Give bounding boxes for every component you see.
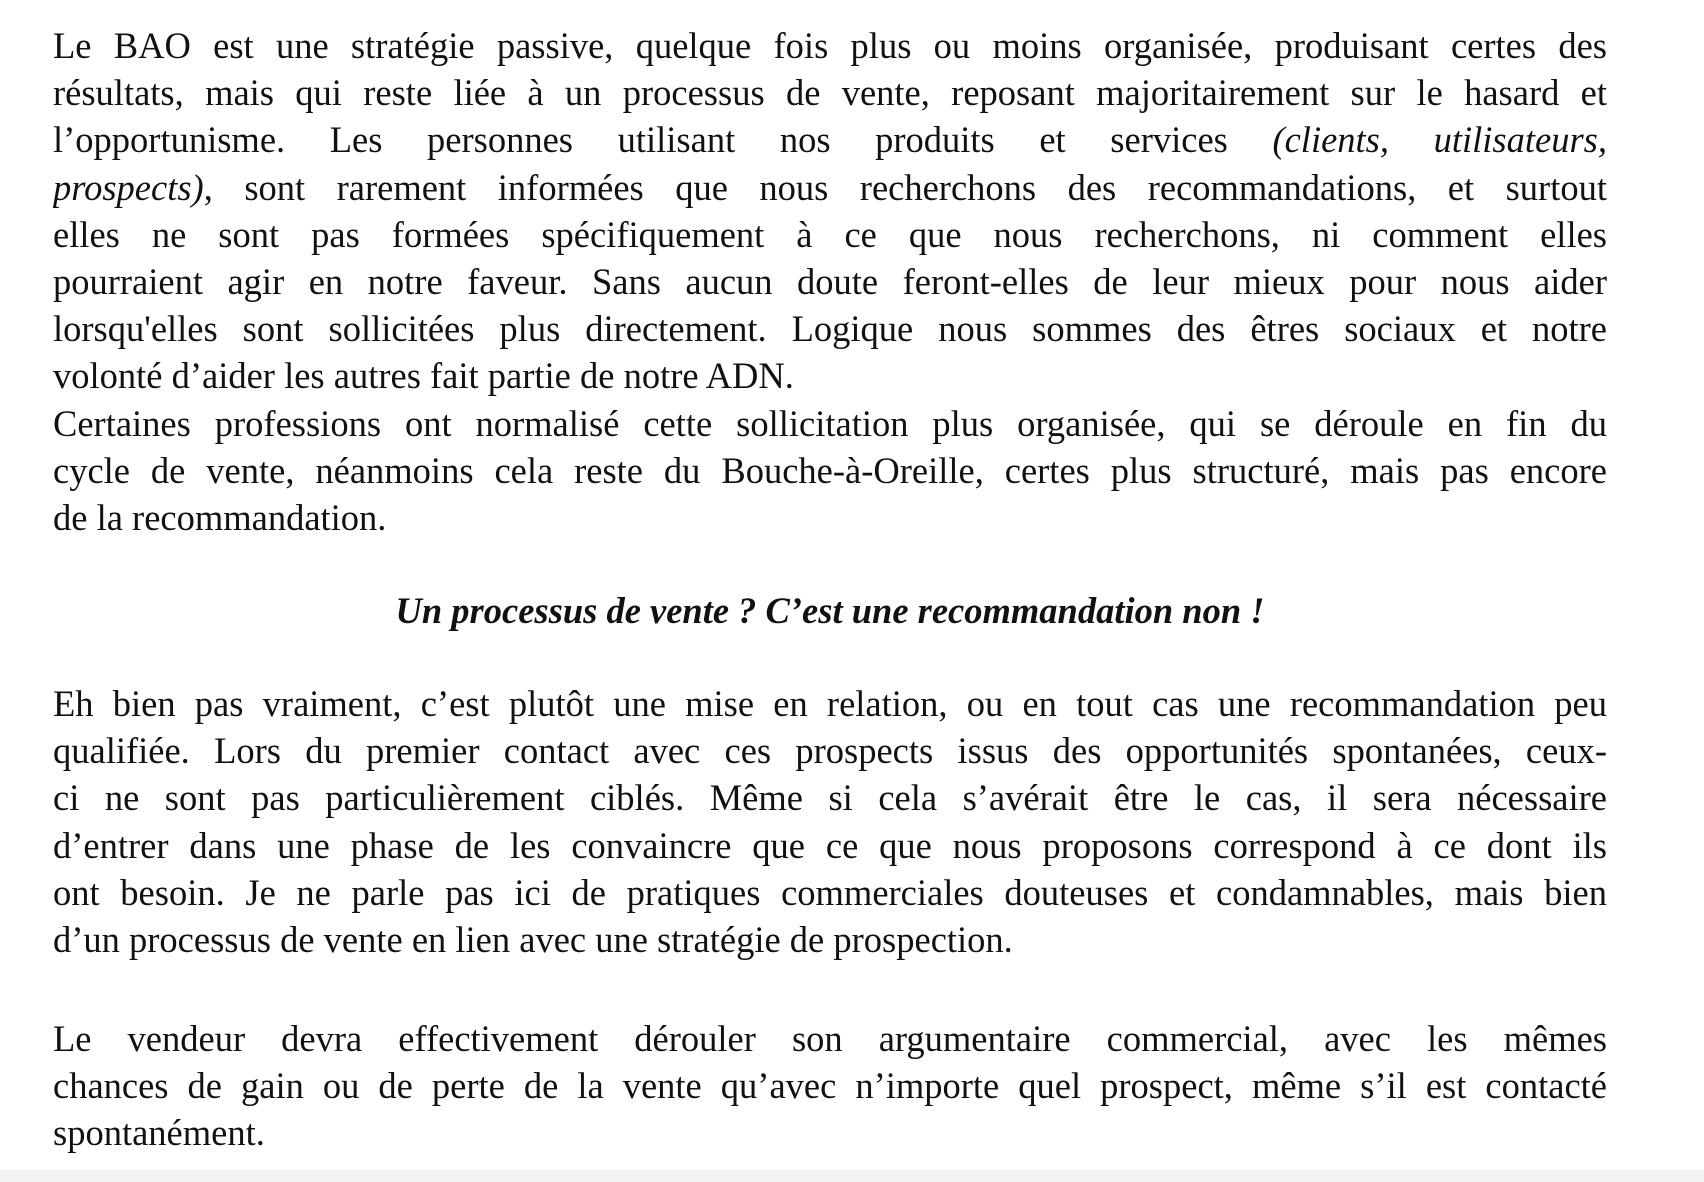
section-heading: Un processus de vente ? C’est une recommandation non !	[395, 590, 1265, 631]
text-line: elles ne sont pas formées spécifiquement à ce que nous recherchons, ni comment elles	[53, 213, 1607, 255]
italic-text-span: prospects)	[53, 166, 204, 208]
text-span: l’opportunisme. Les personnes utilisant nos produits et services	[53, 119, 1273, 161]
text-line	[53, 164, 1607, 211]
text-line: ont besoin. Je ne parle pas ici de pratiques commerciales douteuses et condamnables, mais bien	[53, 871, 1607, 913]
paragraph-bao	[53, 22, 1607, 541]
text-line: résultats, mais qui reste liée à un processus de vente, reposant majoritairement sur le hasard et	[53, 72, 1607, 114]
paragraph-mise-en-relation	[53, 680, 1607, 963]
text-line: lorsqu'elles sont sollicitées plus directement. Logique nous sommes des êtres sociaux et notre	[53, 308, 1607, 350]
text-line: Le vendeur devra effectivement dérouler son argumentaire commercial, avec les mêmes	[53, 1018, 1607, 1059]
text-span: , sont rarement informées que nous recherchons des recommandations, et surtout	[203, 166, 1607, 208]
text-line	[53, 116, 1607, 163]
italic-text-span: (clients, utilisateurs,	[1272, 119, 1607, 161]
text-line: Certaines professions ont normalisé cette sollicitation plus organisée, qui se déroule en fin du	[53, 402, 1607, 444]
text-line: d’un processus de vente en lien avec une stratégie de prospection.	[53, 918, 1013, 960]
text-line: d’entrer dans une phase de les convaincre que ce que nous proposons correspond à ce dont ils	[53, 824, 1607, 866]
text-line: chances de gain ou de perte de la vente qu’avec n’importe quel prospect, même s’il est contacté	[53, 1065, 1607, 1107]
text-line: ci ne sont pas particulièrement ciblés. Même si cela s’avérait être le cas, il sera nécessaire	[53, 777, 1607, 819]
text-line: Le BAO est une stratégie passive, quelque fois plus ou moins organisée, produisant certes des	[53, 25, 1607, 66]
text-line: Eh bien pas vraiment, c’est plutôt une mise en relation, ou en tout cas une recommandation peu	[53, 683, 1607, 724]
text-line: cycle de vente, néanmoins cela reste du Bouche-à-Oreille, certes plus structuré, mais pas encore	[53, 449, 1607, 491]
text-line: volonté d’aider les autres fait partie de notre ADN.	[53, 355, 794, 397]
text-line: pourraient agir en notre faveur. Sans aucun doute feront-elles de leur mieux pour nous aider	[53, 260, 1607, 302]
page-bottom-edge	[0, 1170, 1704, 1182]
paragraph-vendeur	[53, 1015, 1607, 1157]
text-line: qualifiée. Lors du premier contact avec ces prospects issus des opportunités spontanées, ceux-	[53, 730, 1607, 772]
text-line: de la recommandation.	[53, 496, 387, 538]
text-line: spontanément.	[53, 1112, 265, 1154]
